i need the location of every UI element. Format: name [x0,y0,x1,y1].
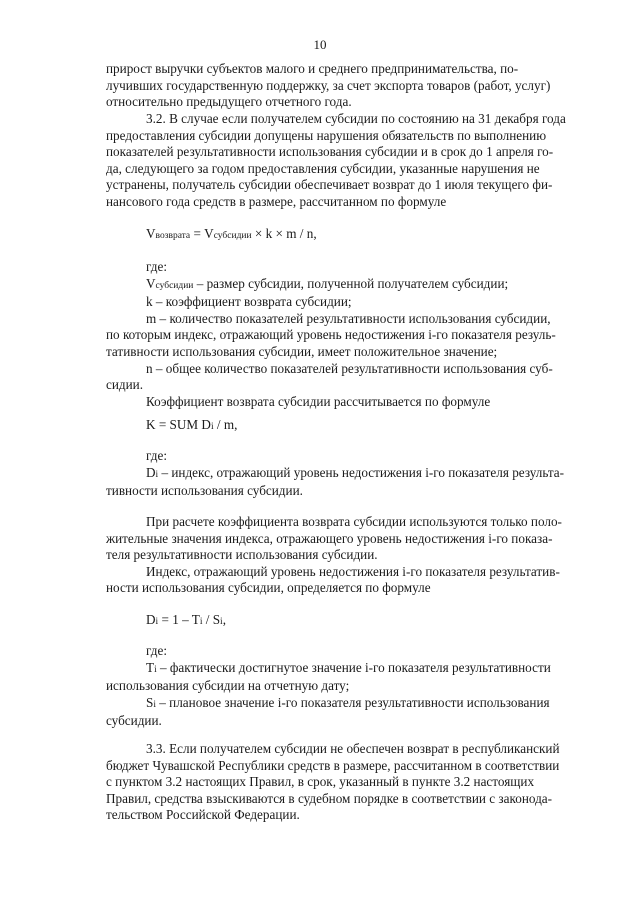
text-line: ности использования субсидии, определяется по формуле [106,580,431,596]
text-line: использования субсидии на отчетную дату; [106,678,350,694]
text-line: да, следующего за годом предоставления субсидии, указанные нарушения не [106,160,540,176]
intro-paragraph [106,61,597,111]
text-line: 3.2. В случае если получателем субсидии по состоянию на 31 декабря года [146,111,566,126]
text-line: Индекс, отражающий уровень недостижения i-го показателя результатив- [146,563,560,579]
definitions-1 [106,259,597,410]
def-k: k – коэффициент возврата субсидии; [146,294,352,310]
page-number: 10 [313,37,327,52]
text-line: тельством Российской Федерации. [106,807,300,823]
text-line: лучивших государственную поддержку, за счет экспорта товаров (работ, услуг) [106,77,551,93]
paragraph-3-3 [106,741,597,824]
positive-values-paragraph [106,514,597,597]
text-line: по которым индекс, отражающий уровень недостижения i-го показателя резуль- [106,327,556,343]
def-d: Di – индекс, отражающий уровень недостижения i-го показателя результа- [146,464,565,480]
text-line: относительно предыдущего отчетного года. [106,94,352,110]
text-line: тативности использования субсидии, имеет положительное значение; [106,343,498,359]
formula-index: Di = 1 – Ti / Si, [146,612,226,627]
text-line: сидии. [106,377,144,393]
where-label: где: [146,448,167,463]
text-line: показателей результативности использования субсидии и в срок до 1 апреля го- [106,144,554,160]
formula-refund: Vвозврата = Vсубсидии × k × m / n, [146,226,317,241]
text-line: субсидии. [106,713,162,729]
where-label: где: [146,259,167,274]
text-line: с пунктом 3.2 настоящих Правил, в срок, указанный в пункте 3.2 настоящих [106,774,535,790]
text-line: прирост выручки субъектов малого и среднего предпринимательства, по- [106,61,519,76]
definitions-2 [106,448,597,500]
text-line: нансового года средств в размере, рассчитанном по формуле [106,193,447,209]
formula-coefficient: K = SUM Di / m, [146,417,238,432]
text-line: жительные значения индекса, отражающего уровень недостижения i-го показа- [106,530,553,546]
def-s: Si – плановое значение i-го показателя результативности использования [146,694,550,710]
def-t: Ti – фактически достигнутое значение i-го показателя результативности [146,659,551,675]
def-v: Vсубсидии – размер субсидии, полученной получателем субсидии; [146,275,509,291]
text-line: При расчете коэффициента возврата субсидии используются только поло- [146,514,562,529]
text-line: устранены, получатель субсидии обеспечивает возврат до 1 июля текущего фи- [106,177,553,193]
text-line: бюджет Чувашской Республики средств в размере, рассчитанном в соответствии [106,757,560,773]
text-line: n – общее количество показателей результативности использования суб- [146,360,553,376]
text-line: теля результативности использования субсидии. [106,547,378,563]
coef-text: Коэффициент возврата субсидии рассчитывается по формуле [146,393,491,409]
definitions-3 [106,643,597,730]
text-line: 3.3. Если получателем субсидии не обеспечен возврат в республиканский [146,741,560,756]
where-label: где: [146,643,167,658]
text-line: m – количество показателей результативности использования субсидии, [146,310,551,326]
text-line: предоставления субсидии допущены нарушения обязательств по выполнению [106,127,547,143]
paragraph-3-2 [106,111,597,211]
text-line: Правил, средства взыскиваются в судебном порядке в соответствии с законода- [106,790,553,806]
text-line: тивности использования субсидии. [106,483,303,499]
